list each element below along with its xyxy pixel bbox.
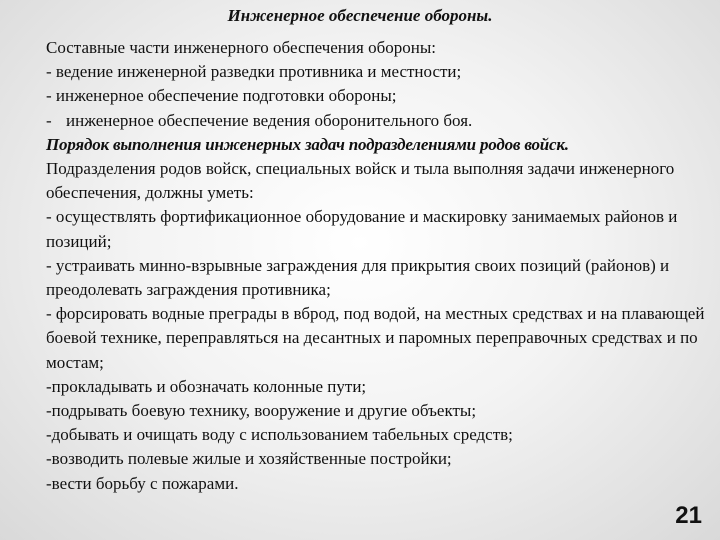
task-item: -подрывать боевую технику, вооружение и другие объекты; (46, 401, 477, 421)
task-item: -возводить полевые жилые и хозяйственные постройки; (46, 449, 452, 469)
task-item: -прокладывать и обозначать колонные пути; (46, 376, 367, 396)
task-item: - устраивать минно-взрывные заграждения для прикрытия своих позиций (районов) и преодолевать заграждения противника; (46, 255, 670, 300)
section-intro: Подразделения родов войск, специальных войск и тыла выполняя задачи инженерного обеспечения, должны уметь: (46, 159, 675, 203)
task-item: -добывать и очищать воду с использованием табельных средств; (46, 425, 513, 445)
slide-title: Инженерное обеспечение обороны. (227, 6, 493, 25)
component-item (46, 109, 710, 133)
components-intro: Составные части инженерного обеспечения обороны: (46, 38, 436, 57)
component-item: - ведение инженерной разведки противника и местности; (46, 62, 462, 82)
task-item: - осуществлять фортификационное оборудование и маскировку занимаемых районов и позиций; (46, 207, 678, 251)
task-item: -вести борьбу с пожарами. (46, 473, 239, 493)
component-item: - инженерное обеспечение подготовки обороны; (46, 86, 397, 106)
task-item: - форсировать водные преграды в вброд, под водой, на местных средствах и на плавающей боевой технике, переправляться на десантных и паромных переправочных средствах и по мостам; (46, 304, 705, 372)
page-number: 21 (675, 502, 702, 529)
section-heading: Порядок выполнения инженерных задач подразделениями родов войск. (46, 134, 569, 154)
component-bullet: - (46, 110, 52, 130)
slide-body (46, 36, 710, 496)
component-item-text: инженерное обеспечение ведения оборонительного боя. (66, 110, 473, 130)
